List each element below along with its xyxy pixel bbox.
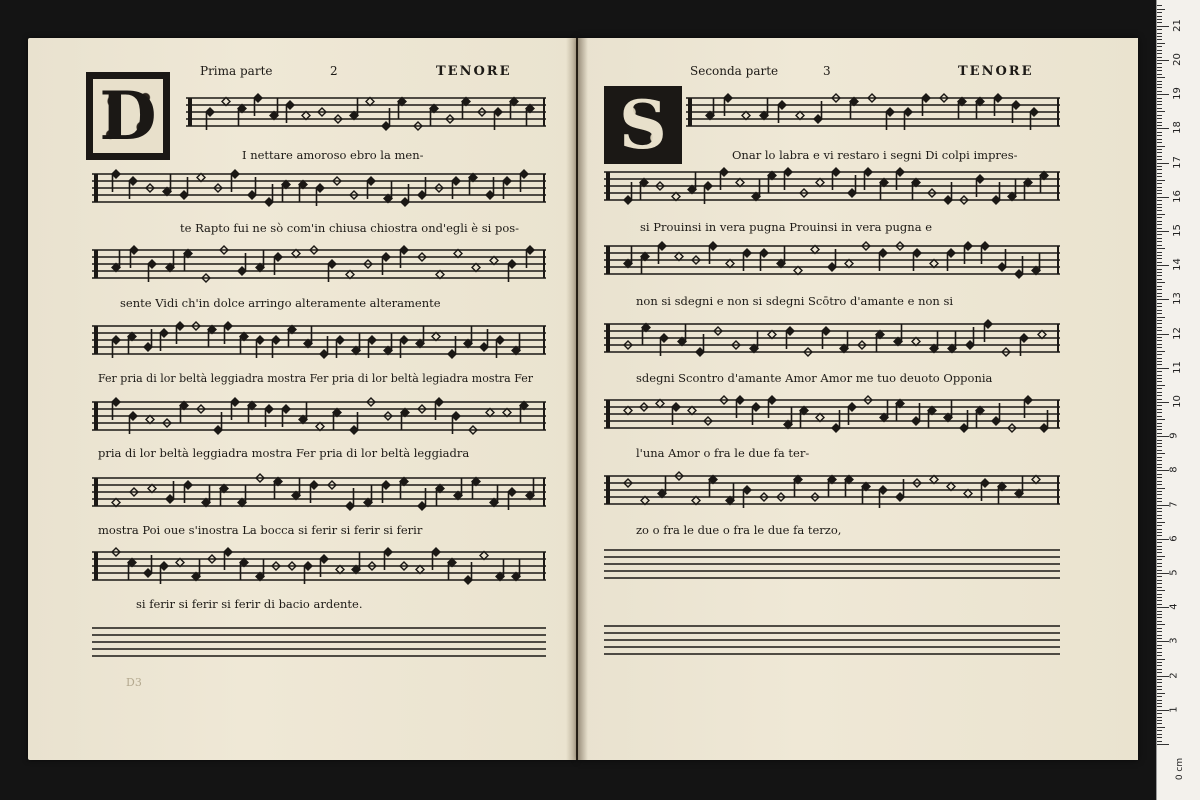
ruler-tick <box>1157 470 1169 471</box>
ruler-tick <box>1157 173 1162 174</box>
music-staff <box>604 168 1060 208</box>
ruler-tick <box>1157 597 1162 598</box>
lyric-line: zo o fra le due o fra le due fa terzo, <box>636 523 842 537</box>
ruler-tick <box>1157 122 1162 123</box>
ruler-tick <box>1157 16 1162 17</box>
ruler-tick <box>1157 617 1162 618</box>
ruler-tick <box>1157 433 1162 434</box>
ruler-tick <box>1157 648 1162 649</box>
ruler-tick <box>1157 426 1162 427</box>
ruler-tick <box>1157 94 1169 95</box>
ruler-tick <box>1157 672 1162 673</box>
ruler-tick <box>1157 515 1162 516</box>
ruler-tick <box>1157 535 1162 536</box>
ruler-tick <box>1157 279 1162 280</box>
ruler-tick <box>1157 337 1162 338</box>
ruler-tick <box>1157 405 1162 406</box>
ruler-tick <box>1157 652 1162 653</box>
ruler-tick <box>1157 104 1162 105</box>
ruler-number: 10 <box>1171 395 1183 408</box>
ruler-tick <box>1157 474 1162 475</box>
ruler-tick <box>1157 450 1162 451</box>
lyric-line: si Prouinsi in vera pugna Prouinsi in vera pugna e <box>640 220 933 234</box>
ruler-tick <box>1157 381 1162 382</box>
ruler-tick <box>1157 501 1162 502</box>
ruler-tick <box>1157 228 1162 229</box>
ruler-tick <box>1157 146 1165 147</box>
ruler-tick <box>1157 46 1162 47</box>
ruler-tick <box>1157 180 1165 181</box>
ruler-tick <box>1157 241 1162 242</box>
ruler-tick <box>1157 111 1165 112</box>
ruler-tick <box>1157 665 1162 666</box>
ruler-tick <box>1157 378 1162 379</box>
ruler-number: 6 <box>1168 535 1180 542</box>
ruler-tick <box>1157 132 1162 133</box>
music-staff <box>92 474 546 514</box>
ruler-number: 9 <box>1168 432 1180 439</box>
ruler-tick <box>1157 600 1162 601</box>
ruler-tick <box>1157 351 1165 352</box>
ruler-tick <box>1157 149 1162 150</box>
ruler-tick <box>1157 587 1162 588</box>
ruler-tick <box>1157 36 1162 37</box>
music-staff <box>686 94 1060 134</box>
lyric-line: te Rapto fui ne sò com'in chiusa chiostra ond'egli è si pos- <box>180 221 520 235</box>
ruler-tick <box>1157 388 1162 389</box>
ruler-number: 21 <box>1171 18 1183 32</box>
ruler-tick <box>1157 344 1162 345</box>
ruler-tick <box>1157 77 1165 78</box>
ruler-tick <box>1157 258 1162 259</box>
ruler-tick <box>1157 741 1162 742</box>
ruler-tick <box>1157 552 1162 553</box>
ruler-tick <box>1157 163 1169 164</box>
ruler-tick <box>1157 628 1162 629</box>
ruler-tick <box>1157 176 1162 177</box>
ruler-tick <box>1157 217 1162 218</box>
ruler-tick <box>1157 481 1162 482</box>
ruler-tick <box>1157 710 1169 711</box>
lyric-line: mostra Poi oue s'inostra La bocca si ferir si ferir si ferir <box>98 523 423 537</box>
left-page-number: 2 <box>330 64 338 78</box>
lyric-line: sente Vidi ch'in dolce arringo alteramente alteramente <box>120 296 441 310</box>
ruler-tick <box>1157 53 1162 54</box>
ruler-tick <box>1157 498 1162 499</box>
lyric-line: non si sdegni e non si sdegni Scōtro d'amante e non si <box>636 294 954 308</box>
ruler-tick <box>1157 245 1162 246</box>
ruler-tick <box>1157 57 1162 58</box>
ruler-tick <box>1157 467 1162 468</box>
ruler-tick <box>1157 60 1169 61</box>
ruler-tick <box>1157 446 1162 447</box>
lyric-line: sdegni Scontro d'amante Amor Amor me tuo deuoto Opponia <box>636 371 993 385</box>
lyric-line: l'una Amor o fra le due fa ter- <box>636 446 810 460</box>
ruler-tick <box>1157 282 1165 283</box>
ruler-tick <box>1157 559 1162 560</box>
ruler-tick <box>1157 566 1162 567</box>
ruler-tick <box>1157 224 1162 225</box>
right-section-title: Seconda parte <box>690 64 779 78</box>
ruler-tick <box>1157 549 1162 550</box>
ruler-tick <box>1157 67 1162 68</box>
ruler-tick <box>1157 255 1162 256</box>
lyric-line: Fer pria di lor beltà leggiadra mostra Fer pria di lor beltà legiadra mostra Fer <box>98 372 534 385</box>
ruler-tick <box>1157 576 1162 577</box>
ruler-tick <box>1157 91 1162 92</box>
ruler-tick <box>1157 193 1162 194</box>
marginal-mark: D3 <box>126 676 142 689</box>
ruler-tick <box>1157 508 1162 509</box>
music-staff <box>604 472 1060 512</box>
ruler-tick <box>1157 43 1165 44</box>
ruler-tick <box>1157 419 1165 420</box>
ruler-tick <box>1157 234 1162 235</box>
ruler-tick <box>1157 286 1162 287</box>
ruler-tick <box>1157 713 1162 714</box>
ruler-tick <box>1157 207 1162 208</box>
ruler-number: 20 <box>1171 53 1183 66</box>
ruler-tick <box>1157 108 1162 109</box>
ruler-tick <box>1157 183 1162 184</box>
ruler-tick <box>1157 477 1162 478</box>
ruler-tick <box>1157 529 1162 530</box>
ruler-tick <box>1157 296 1162 297</box>
ruler-tick <box>1157 84 1162 85</box>
ruler-tick <box>1157 416 1162 417</box>
ruler-number: 15 <box>1171 224 1183 237</box>
ruler-tick <box>1157 594 1162 595</box>
ruler-tick <box>1157 727 1165 728</box>
ruler-tick <box>1157 214 1165 215</box>
ruler-tick <box>1157 706 1162 707</box>
ruler-number: 8 <box>1168 466 1180 474</box>
ruler-tick <box>1157 607 1169 608</box>
ruler-tick <box>1157 303 1162 304</box>
ruler-tick <box>1157 744 1169 745</box>
ruler-tick <box>1157 317 1165 318</box>
ruler-tick <box>1157 679 1162 680</box>
right-voice-label: TENORE <box>958 64 1034 79</box>
ruler-tick <box>1157 511 1162 512</box>
ruler-tick <box>1157 334 1169 335</box>
ruler-tick <box>1157 440 1162 441</box>
ruler-tick <box>1157 720 1162 721</box>
ruler-tick <box>1157 50 1162 51</box>
ruler-number: 1 <box>1168 706 1180 713</box>
ruler-tick <box>1157 669 1162 670</box>
ruler-tick <box>1157 238 1162 239</box>
ruler-tick <box>1157 655 1162 656</box>
right-page-number: 3 <box>823 64 831 78</box>
ruler-tick <box>1157 128 1169 129</box>
lyric-line: si ferir si ferir si ferir di bacio ardente. <box>136 597 363 611</box>
ruler-number: 5 <box>1168 569 1180 576</box>
ruler-tick <box>1157 700 1162 701</box>
ruler-tick <box>1157 63 1162 64</box>
ruler-tick <box>1157 29 1162 30</box>
ruler-tick <box>1157 33 1162 34</box>
ruler-tick <box>1157 306 1162 307</box>
music-staff <box>92 246 546 286</box>
music-staff <box>92 170 546 210</box>
ruler-tick <box>1157 74 1162 75</box>
ruler-tick <box>1157 730 1162 731</box>
ruler-tick <box>1157 682 1162 683</box>
ruler-tick <box>1157 361 1162 362</box>
ruler-tick <box>1157 573 1169 574</box>
lyric-line: pria di lor beltà leggiadra mostra Fer pria di lor beltà leggiadra <box>98 446 470 460</box>
ruler-tick <box>1157 563 1162 564</box>
ruler-tick <box>1157 737 1162 738</box>
ruler-tick <box>1157 231 1169 232</box>
ruler-tick <box>1157 70 1162 71</box>
ruler-tick <box>1157 81 1162 82</box>
ruler-tick <box>1157 118 1162 119</box>
ruler-tick <box>1157 395 1162 396</box>
ruler-tick <box>1157 689 1162 690</box>
ruler-tick <box>1157 156 1162 157</box>
ruler-tick <box>1157 703 1162 704</box>
ruler-tick <box>1157 323 1162 324</box>
ruler-tick <box>1157 310 1162 311</box>
ruler-tick <box>1157 542 1162 543</box>
ruler-number: 7 <box>1168 500 1180 508</box>
ruler-number: 11 <box>1171 360 1183 374</box>
ruler-number: 16 <box>1171 189 1183 203</box>
music-staff <box>92 398 546 438</box>
ruler-tick <box>1157 313 1162 314</box>
ruler-tick <box>1157 631 1162 632</box>
music-staff <box>186 94 546 134</box>
ruler-tick <box>1157 443 1162 444</box>
ruler-tick <box>1157 368 1169 369</box>
ruler-tick <box>1157 197 1169 198</box>
ruler-number: 19 <box>1171 87 1183 101</box>
ruler-tick <box>1157 402 1169 403</box>
ruler-tick <box>1157 115 1162 116</box>
ruler-number: 13 <box>1171 292 1183 306</box>
ruler-tick <box>1157 556 1165 557</box>
ruler-tick <box>1157 436 1169 437</box>
ruler-tick <box>1157 358 1162 359</box>
ruler-tick <box>1157 662 1162 663</box>
ruler-tick <box>1157 39 1162 40</box>
empty-staff <box>604 546 1060 586</box>
ruler-tick <box>1157 275 1162 276</box>
ruler-tick <box>1157 265 1169 266</box>
ruler-tick <box>1157 614 1162 615</box>
music-staff <box>604 396 1060 436</box>
ruler-tick <box>1157 676 1169 677</box>
ruler-tick <box>1157 262 1162 263</box>
ruler-tick <box>1157 166 1162 167</box>
ruler-tick <box>1157 190 1162 191</box>
ruler-tick <box>1157 327 1162 328</box>
ruler-number: 18 <box>1171 121 1183 135</box>
ruler-tick <box>1157 611 1162 612</box>
ruler-number: 12 <box>1171 326 1183 340</box>
ruler-tick <box>1157 204 1162 205</box>
ruler-tick <box>1157 142 1162 143</box>
ruler-tick <box>1157 453 1165 454</box>
ruler-tick <box>1157 289 1162 290</box>
ruler-tick <box>1157 320 1162 321</box>
ruler-tick <box>1157 221 1162 222</box>
ruler-tick <box>1157 200 1162 201</box>
ruler-tick <box>1157 272 1162 273</box>
ruler-number: 3 <box>1168 637 1180 645</box>
lyric-line: Onar lo labra e vi restaro i segni Di colpi impres- <box>732 148 1018 162</box>
ruler-tick <box>1157 412 1162 413</box>
ruler-tick <box>1157 152 1162 153</box>
ruler-tick <box>1157 532 1162 533</box>
ruler-tick <box>1157 19 1162 20</box>
measurement-ruler <box>1156 0 1200 800</box>
ruler-tick <box>1157 539 1169 540</box>
ruler-unit-label: 0 cm <box>1175 757 1186 781</box>
ruler-tick <box>1157 409 1162 410</box>
ruler-tick <box>1157 187 1162 188</box>
ruler-tick <box>1157 723 1162 724</box>
left-section-title: Prima parte <box>200 64 273 78</box>
decorated-initial-s: S <box>604 86 682 164</box>
ruler-tick <box>1157 210 1162 211</box>
ruler-tick <box>1157 299 1169 300</box>
ruler-number: 17 <box>1171 155 1183 169</box>
ruler-tick <box>1157 87 1162 88</box>
ruler-tick <box>1157 5 1162 6</box>
ruler-tick <box>1157 635 1162 636</box>
ruler-tick <box>1157 696 1162 697</box>
ruler-tick <box>1157 364 1162 365</box>
ruler-tick <box>1157 457 1162 458</box>
ruler-tick <box>1157 248 1165 249</box>
book-gutter <box>566 38 588 760</box>
ruler-tick <box>1157 624 1165 625</box>
music-staff <box>604 242 1060 282</box>
ruler-tick <box>1157 135 1162 136</box>
ruler-tick <box>1157 385 1165 386</box>
ruler-tick <box>1157 375 1162 376</box>
ruler-tick <box>1157 399 1162 400</box>
ruler-tick <box>1157 686 1162 687</box>
ruler-tick <box>1157 125 1162 126</box>
empty-staff <box>92 624 546 664</box>
music-staff <box>604 320 1060 360</box>
ruler-tick <box>1157 621 1162 622</box>
ruler-tick <box>1157 169 1162 170</box>
ruler-tick <box>1157 269 1162 270</box>
ruler-tick <box>1157 26 1169 27</box>
ruler-tick <box>1157 347 1162 348</box>
ruler-tick <box>1157 340 1162 341</box>
ruler-tick <box>1157 522 1165 523</box>
ruler-tick <box>1157 371 1162 372</box>
ruler-tick <box>1157 583 1162 584</box>
ruler-tick <box>1157 12 1162 13</box>
ruler-tick <box>1157 252 1162 253</box>
ruler-tick <box>1157 659 1165 660</box>
ruler-tick <box>1157 590 1165 591</box>
ruler-tick <box>1157 570 1162 571</box>
ruler-tick <box>1157 693 1165 694</box>
ruler-tick <box>1157 392 1162 393</box>
ruler-tick <box>1157 491 1162 492</box>
left-voice-label: TENORE <box>436 64 512 79</box>
ruler-tick <box>1157 464 1162 465</box>
ruler-tick <box>1157 460 1162 461</box>
ruler-tick <box>1157 641 1169 642</box>
lyric-line: I nettare amoroso ebro la men- <box>242 148 424 162</box>
ruler-tick <box>1157 98 1162 99</box>
ruler-number: 4 <box>1168 603 1180 610</box>
ruler-tick <box>1157 484 1162 485</box>
ruler-tick <box>1157 330 1162 331</box>
ruler-tick <box>1157 717 1162 718</box>
ruler-tick <box>1157 494 1162 495</box>
ruler-tick <box>1157 423 1162 424</box>
ruler-tick <box>1157 354 1162 355</box>
ruler-tick <box>1157 429 1162 430</box>
ruler-tick <box>1157 638 1162 639</box>
ruler-tick <box>1157 488 1165 489</box>
ruler-tick <box>1157 525 1162 526</box>
decorated-initial-d: D <box>86 72 170 160</box>
ruler-number: 14 <box>1171 258 1183 272</box>
ruler-tick <box>1157 546 1162 547</box>
music-staff <box>92 548 546 588</box>
ruler-tick <box>1157 734 1162 735</box>
ruler-tick <box>1157 580 1162 581</box>
ruler-tick <box>1157 22 1162 23</box>
ruler-tick <box>1157 159 1162 160</box>
ruler-tick <box>1157 139 1162 140</box>
empty-staff <box>604 622 1060 662</box>
ruler-tick <box>1157 518 1162 519</box>
ruler-number: 2 <box>1168 671 1180 679</box>
ruler-tick <box>1157 645 1162 646</box>
ruler-tick <box>1157 293 1162 294</box>
ruler-tick <box>1157 505 1169 506</box>
ruler-tick <box>1157 604 1162 605</box>
ruler-tick <box>1157 9 1165 10</box>
ruler-tick <box>1157 101 1162 102</box>
music-staff <box>92 322 546 362</box>
